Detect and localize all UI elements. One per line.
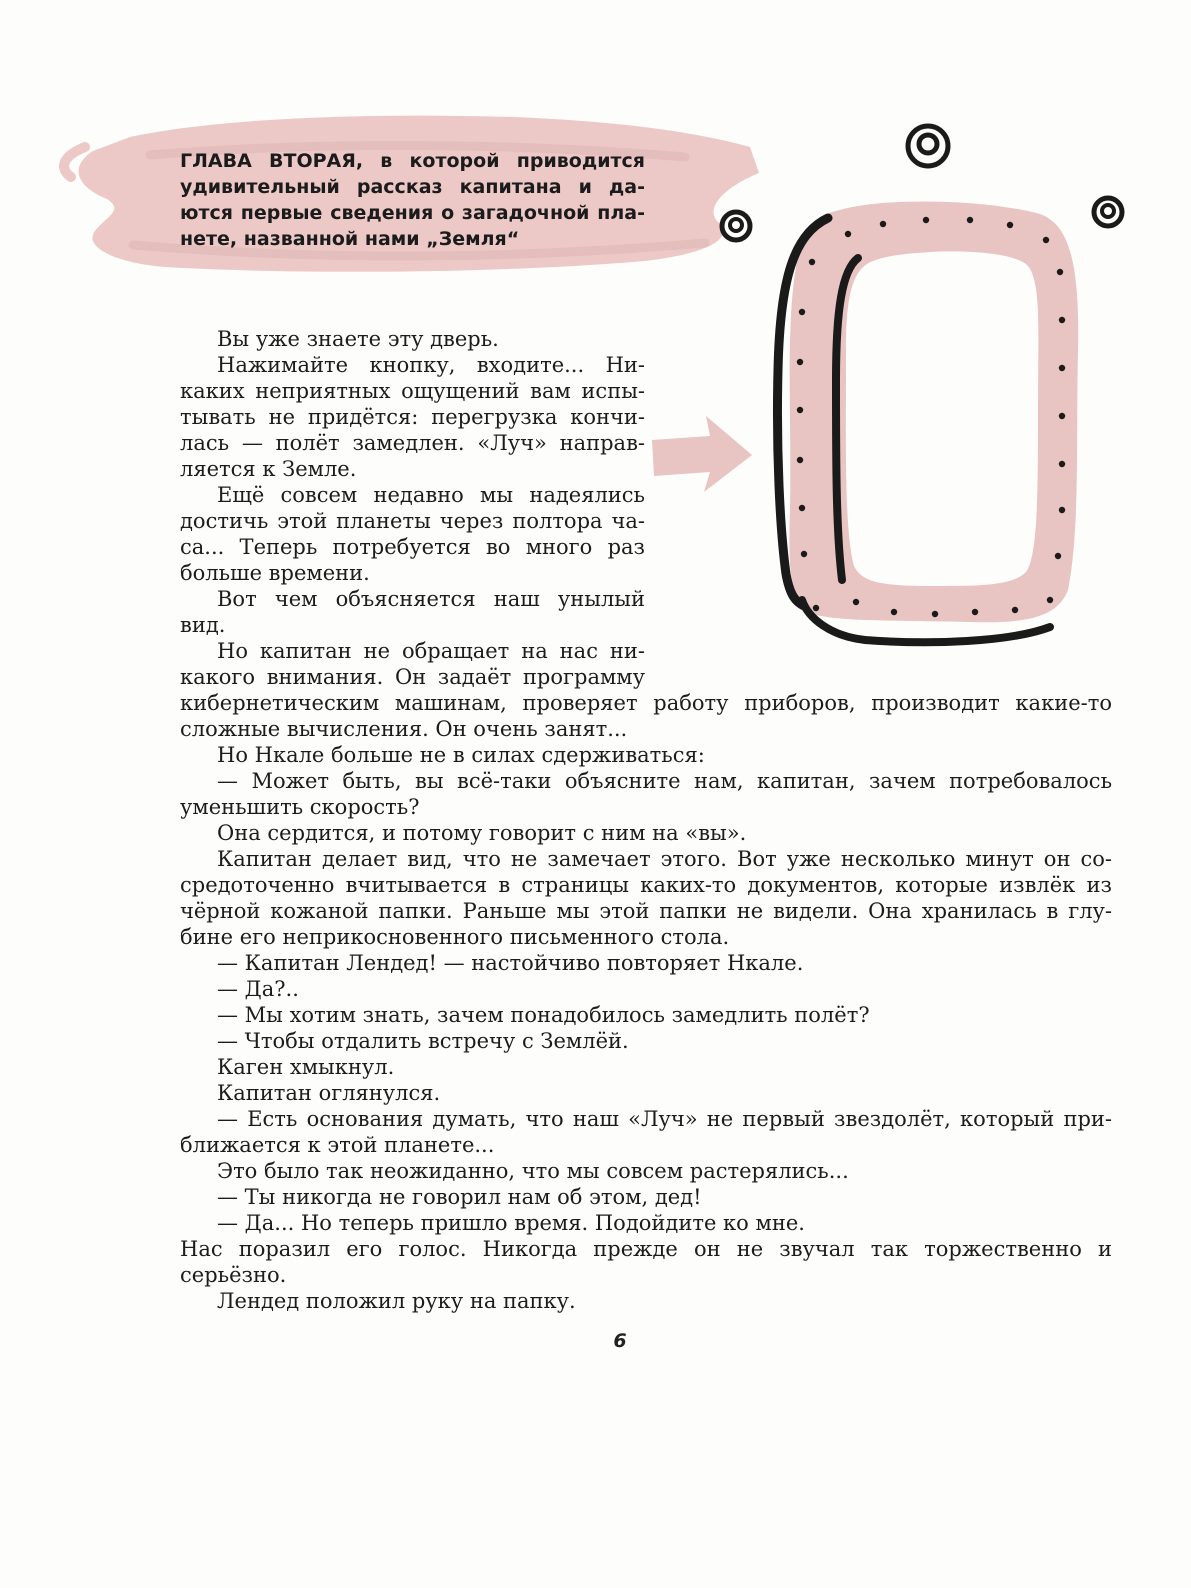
text-line: Каген хмыкнул. <box>217 1055 395 1079</box>
text-line: — Мы хотим знать, зачем понадобилось замедлить полёт? <box>217 1003 870 1027</box>
text-line: Она сердится, и потому говорит с ним на «вы». <box>217 821 747 845</box>
text-line: больше времени. <box>180 561 370 585</box>
text-line: Нажимайте кнопку, входите... Ни- <box>217 353 645 377</box>
text-line: — Есть основания думать, что наш «Луч» не первый звездолёт, который при- <box>217 1107 1112 1131</box>
text-line: — Чтобы отдалить встречу с Землёй. <box>217 1029 629 1053</box>
text-line: Но Нкале больше не в силах сдерживаться: <box>217 743 705 767</box>
text-line: — Ты никогда не говорил нам об этом, дед! <box>217 1185 702 1209</box>
text-line: ляется к Земле. <box>180 457 357 481</box>
text-line: са... Теперь потребуется во много раз <box>180 535 645 559</box>
text-line: Нас поразил его голос. Никогда прежде он не звучал так торжественно и <box>180 1237 1112 1261</box>
chapter-heading: ГЛАВА ВТОРАЯ, в которой приводится удивительный рассказ капитана и даются первые сведения о загадочной планете, названной нами „Земля“ <box>180 150 645 250</box>
text-line: — Да... Но теперь пришло время. Подойдите ко мне. <box>217 1211 805 1235</box>
text-line: Но капитан не обращает на нас ни- <box>217 639 645 663</box>
page-number: 6 <box>613 1330 627 1352</box>
text-line: Капитан делает вид, что не замечает этого. Вот уже несколько минут он со- <box>217 847 1112 871</box>
text-line: серьёзно. <box>180 1263 287 1287</box>
text-line: тывать не придётся: перегрузка кончи- <box>180 405 645 429</box>
text-line: Это было так неожиданно, что мы совсем растерялись... <box>217 1159 849 1183</box>
text-line: уменьшить скорость? <box>180 795 420 819</box>
text-line: достичь этой планеты через полтора ча- <box>180 509 645 533</box>
text-line: Вы уже знаете эту дверь. <box>217 327 499 351</box>
text-line: средоточенно вчитывается в страницы каких-то документов, которые извлёк из <box>180 873 1112 897</box>
text-line: сложные вычисления. Он очень занят... <box>180 717 628 741</box>
text-line: — Может быть, вы всё-таки объясните нам, капитан, зачем потребовалось <box>217 769 1112 793</box>
text-line: Лендед положил руку на папку. <box>217 1289 576 1313</box>
text-line: — Капитан Лендед! — настойчиво повторяет Нкале. <box>217 951 804 975</box>
text-line: Капитан оглянулся. <box>217 1081 441 1105</box>
text-line: ближается к этой планете... <box>180 1133 495 1157</box>
text-line: вид. <box>180 613 226 637</box>
text-line: — Да?.. <box>217 977 299 1001</box>
text-line: чёрной кожаной папки. Раньше мы этой папки не видели. Она хранилась в глу- <box>180 899 1112 923</box>
text-line: какого внимания. Он задаёт программу <box>180 665 645 689</box>
text-line: лась — полёт замедлен. «Луч» направ- <box>180 431 645 455</box>
text-line: бине его неприкосновенного письменного стола. <box>180 925 730 949</box>
text-line: Вот чем объясняется наш унылый <box>217 587 645 611</box>
text-line: каких неприятных ощущений вам испы- <box>180 379 645 403</box>
door-illustration <box>640 110 1160 680</box>
text-line: кибернетическим машинам, проверяет работу приборов, производит какие-то <box>180 691 1112 715</box>
text-line: Ещё совсем недавно мы надеялись <box>217 483 645 507</box>
arrow-icon <box>652 416 752 492</box>
